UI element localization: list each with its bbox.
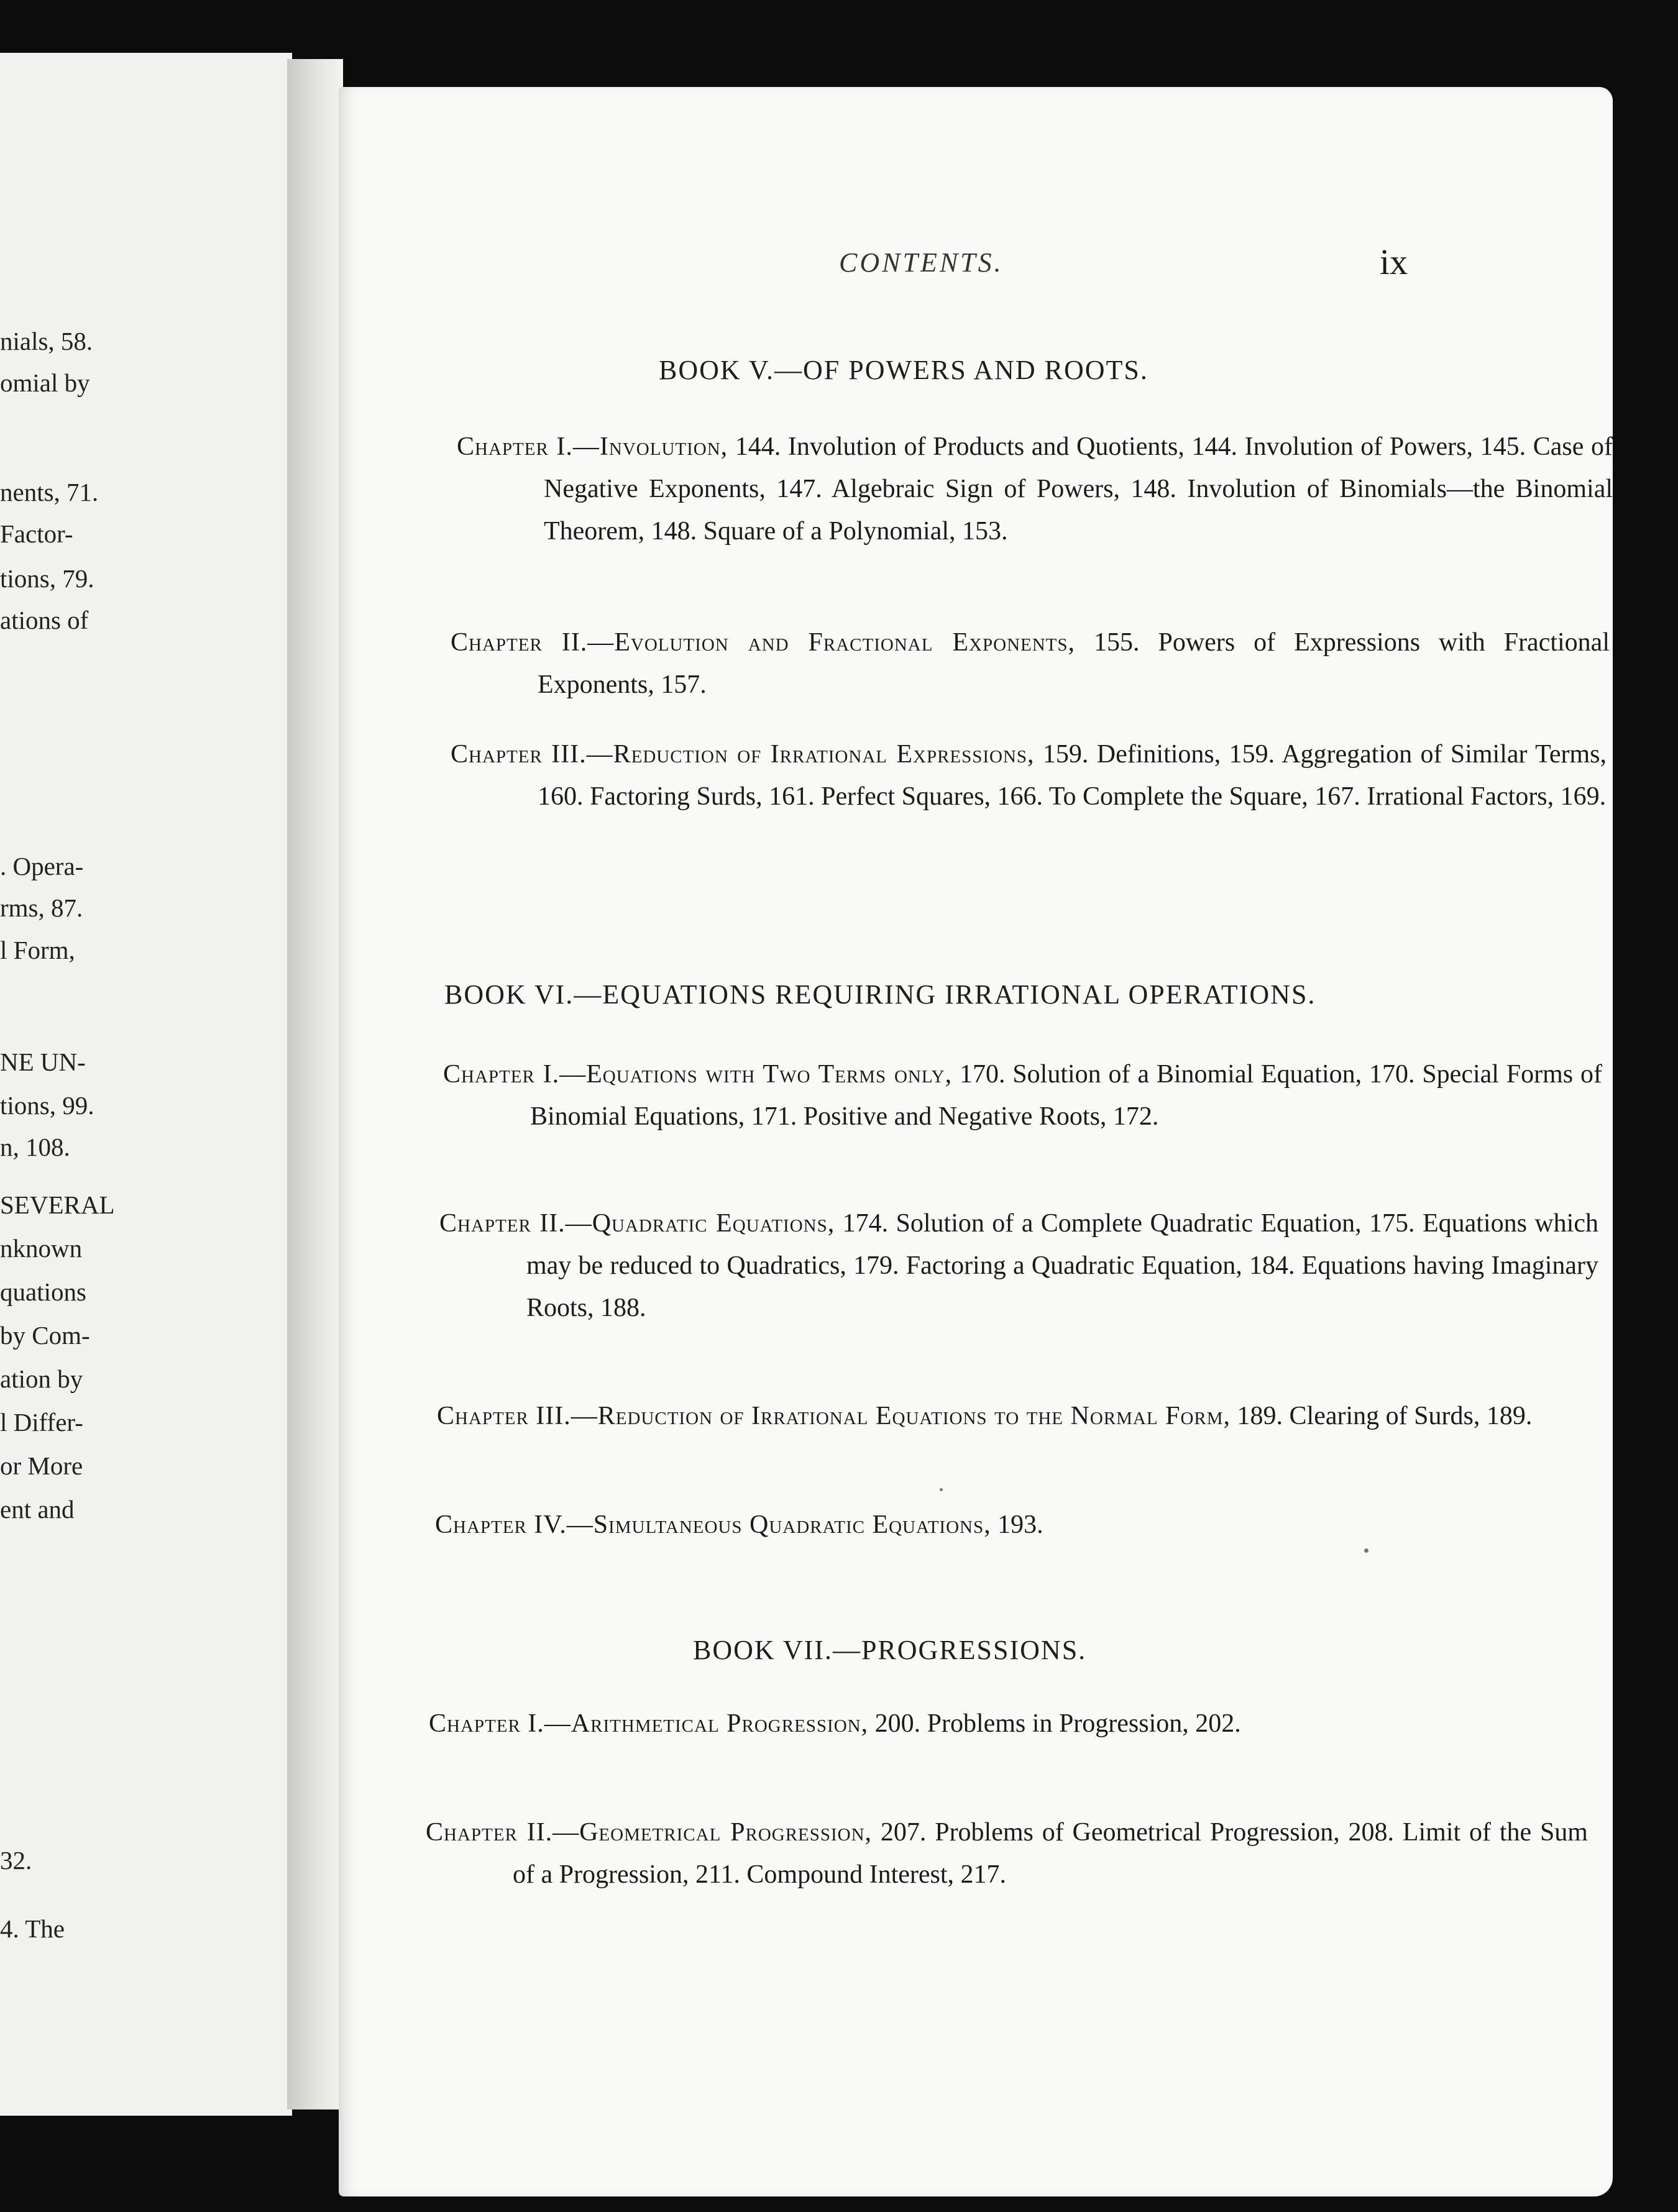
chapter-label: Chapter III.— — [437, 1402, 598, 1430]
chapter-contents: 170. Solution of a Binomial Equation, 170. Special Forms of Binomial Equations, 171. Positive and Negative Roots, 172. — [530, 1060, 1602, 1131]
chapter-entry — [451, 733, 1607, 818]
chapter-entry — [439, 1202, 1598, 1329]
chapter-entry — [443, 1053, 1602, 1138]
left-page-line: by Com- — [0, 1321, 90, 1350]
left-facing-page — [0, 53, 292, 2116]
chapter-label: Chapter I.— — [443, 1060, 587, 1089]
chapter-contents: 200. Problems in Progression, 202. — [868, 1709, 1241, 1738]
chapter-label: Chapter I.— — [429, 1709, 571, 1738]
chapter-title: Quadratic Equations, — [592, 1209, 835, 1238]
left-page-line: nents, 71. — [0, 478, 99, 506]
left-page-line: . Opera- — [0, 852, 84, 880]
left-page-line: l Form, — [0, 936, 75, 964]
chapter-contents: 159. Definitions, 159. Aggregation of Similar Terms, 160. Factoring Surds, 161. Perfect Squares, 166. To Complete the Square, 167. Irrational Factors, 169. — [538, 740, 1607, 811]
chapter-label: Chapter II.— — [426, 1818, 580, 1847]
left-page-line: l Differ- — [0, 1408, 83, 1437]
left-page-line: nknown — [0, 1234, 83, 1263]
chapter-contents: 189. Clearing of Surds, 189. — [1231, 1402, 1533, 1430]
scan-speck — [940, 1488, 943, 1491]
chapter-contents: 144. Involution of Products and Quotients, 144. Involution of Powers, 145. Case of Negative Exponents, 147. Algebraic Sign of Powers, 148. Involution of Binomials—the Binomial Theorem, 148. Square of a Polynomial, 153. — [544, 432, 1613, 546]
left-page-line: 4. The — [0, 1914, 65, 1943]
chapter-entry — [457, 426, 1613, 552]
chapter-label: Chapter II.— — [451, 628, 615, 657]
chapter-entry — [437, 1395, 1596, 1437]
left-page-line: 32. — [0, 1846, 32, 1875]
chapter-title: Reduction of Irrational Equations to the Normal Form, — [597, 1402, 1231, 1430]
chapter-title: Involution, — [599, 432, 728, 461]
chapter-contents: 155. Powers of Expressions with Fractional Exponents, 157. — [538, 628, 1610, 699]
left-page-line: ations of — [0, 606, 89, 634]
book-heading: BOOK V.—OF POWERS AND ROOTS. — [659, 355, 1148, 385]
chapter-entry — [426, 1811, 1588, 1896]
left-page-line: ent and — [0, 1495, 75, 1524]
chapter-title: Equations with Two Terms only, — [586, 1060, 953, 1089]
chapter-entry — [429, 1702, 1588, 1745]
page-number: ix — [1380, 242, 1408, 282]
left-page-line: Factor- — [0, 519, 73, 548]
chapter-label: Chapter III.— — [451, 740, 613, 769]
chapter-contents: 207. Problems of Geometrical Progression, 208. Limit of the Sum of a Progression, 211. Compound Interest, 217. — [513, 1818, 1588, 1889]
chapter-title: Geometrical Progression, — [579, 1818, 873, 1847]
left-page-line: tions, 99. — [0, 1091, 94, 1120]
book-heading: BOOK VII.—PROGRESSIONS. — [693, 1635, 1087, 1665]
left-page-line: SEVERAL — [0, 1191, 115, 1219]
left-page-line: n, 108. — [0, 1133, 70, 1161]
book-gutter — [287, 59, 343, 2109]
scan-speck — [1364, 1548, 1369, 1553]
chapter-entry — [435, 1504, 1594, 1546]
left-page-line: ation by — [0, 1364, 83, 1393]
chapter-contents: 193. — [991, 1510, 1043, 1539]
left-page-line: omial by — [0, 368, 90, 397]
left-page-line: rms, 87. — [0, 893, 83, 922]
chapter-title: Reduction of Irrational Expressions, — [613, 740, 1035, 769]
chapter-title: Evolution and Fractional Exponents, — [614, 628, 1076, 657]
chapter-label: Chapter I.— — [457, 432, 600, 461]
left-page-line: quations — [0, 1277, 86, 1306]
chapter-title: Simultaneous Quadratic Equations, — [593, 1510, 991, 1539]
book-heading: BOOK VI.—EQUATIONS REQUIRING IRRATIONAL OPERATIONS. — [444, 979, 1316, 1010]
left-page-line: or More — [0, 1451, 83, 1480]
left-page-line: NE UN- — [0, 1048, 86, 1076]
chapter-title: Arithmetical Progression, — [571, 1709, 869, 1738]
left-page-line: nials, 58. — [0, 327, 93, 355]
chapter-contents: 174. Solution of a Complete Quadratic Equation, 175. Equations which may be reduced to Quadratics, 179. Factoring a Quadratic Equation, 184. Equations having Imaginary Roots, 188. — [526, 1209, 1598, 1322]
contents-page — [339, 87, 1613, 2196]
running-head: CONTENTS. — [839, 247, 1004, 278]
chapter-label: Chapter II.— — [439, 1209, 592, 1238]
chapter-entry — [451, 621, 1610, 706]
chapter-label: Chapter IV.— — [435, 1510, 594, 1539]
left-page-line: tions, 79. — [0, 564, 94, 593]
